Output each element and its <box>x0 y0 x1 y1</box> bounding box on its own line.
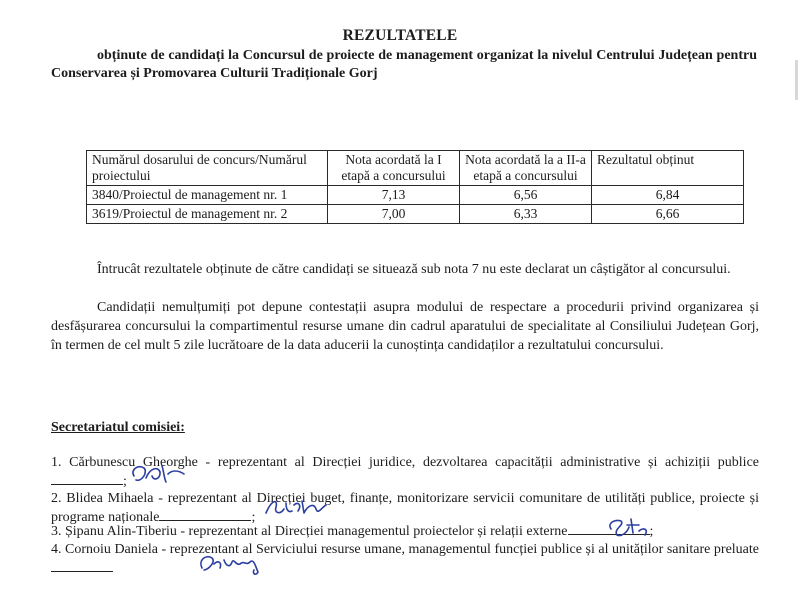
cell-project: 3840/Proiectul de management nr. 1 <box>87 186 328 205</box>
member-end: ; <box>251 510 256 525</box>
cell-stage1: 7,00 <box>328 205 460 224</box>
cell-result: 6,84 <box>592 186 744 205</box>
header-cell-project: Numărul dosarului de concurs/Numărul proiectului <box>87 151 328 186</box>
table-header-row <box>87 151 744 186</box>
secretariat-member-4 <box>51 541 759 578</box>
member-text: 4. Cornoiu Daniela - reprezentant al Serviciului resurse umane, managementul funcției publice și al unităților sanitare preluate <box>51 542 759 557</box>
results-table <box>86 150 744 224</box>
header-cell-stage1: Nota acordată la I etapă a concursului <box>328 151 460 186</box>
cell-result: 6,66 <box>592 205 744 224</box>
signature-4-drawing <box>196 548 264 578</box>
table-row <box>87 205 744 224</box>
table-row <box>87 186 744 205</box>
signature-line <box>51 559 113 572</box>
paragraph-contestation: Candidații nemulțumiți pot depune contestații asupra modului de respectare a procedurii privind organizarea și desfășurarea concursului la compartimentul resurse umane din cadrul aparatului de specialitate al Consiliului Județean Gorj, în termen de cel mult 5 zile lucrătoare de la data aducerii la cunoștința candidaților a rezultatului concursului. <box>51 300 759 353</box>
header-cell-stage2: Nota acordată la a II-a etapă a concursului <box>460 151 592 186</box>
member-text: 3. Șipanu Alin-Tiberiu - reprezentant al Direcției managementul proiectelor și relații externe <box>51 524 568 539</box>
member-end: ; <box>123 474 127 489</box>
signature-line <box>159 508 251 521</box>
cell-stage1: 7,13 <box>328 186 460 205</box>
secretariat-heading: Secretariatul comisiei: <box>51 420 185 435</box>
member-text: 2. Blidea Mihaela - reprezentant al Direcției buget, finanțe, monitorizare servicii comunitare de utilități publice, proiecte și programe naționale <box>51 491 759 525</box>
scan-edge-mark <box>795 60 798 100</box>
signature-line <box>51 472 123 485</box>
member-end: ; <box>649 524 654 539</box>
member-text: 1. Cărbunescu Gheorghe - reprezentant al Direcției juridice, dezvoltarea capacității administrative și achiziții publice <box>51 455 759 470</box>
header-cell-result: Rezultatul obținut <box>592 151 744 186</box>
cell-project: 3619/Proiectul de management nr. 2 <box>87 205 328 224</box>
signature-1-drawing <box>128 460 188 488</box>
document-title: REZULTATELE <box>342 27 458 44</box>
paragraph-no-winner: Întrucât rezultatele obținute de către candidați se situează sub nota 7 nu este declarat un câștigător al concursului. <box>97 262 731 277</box>
signature-2-drawing <box>262 495 330 521</box>
cell-stage2: 6,33 <box>460 205 592 224</box>
document-subtitle: obținute de candidați la Concursul de proiecte de management organizat la nivelul Centrului Județean pentru Conservarea și Promovarea Culturii Tradiționale Gorj <box>51 48 757 81</box>
signature-3-drawing <box>603 515 653 541</box>
cell-stage2: 6,56 <box>460 186 592 205</box>
